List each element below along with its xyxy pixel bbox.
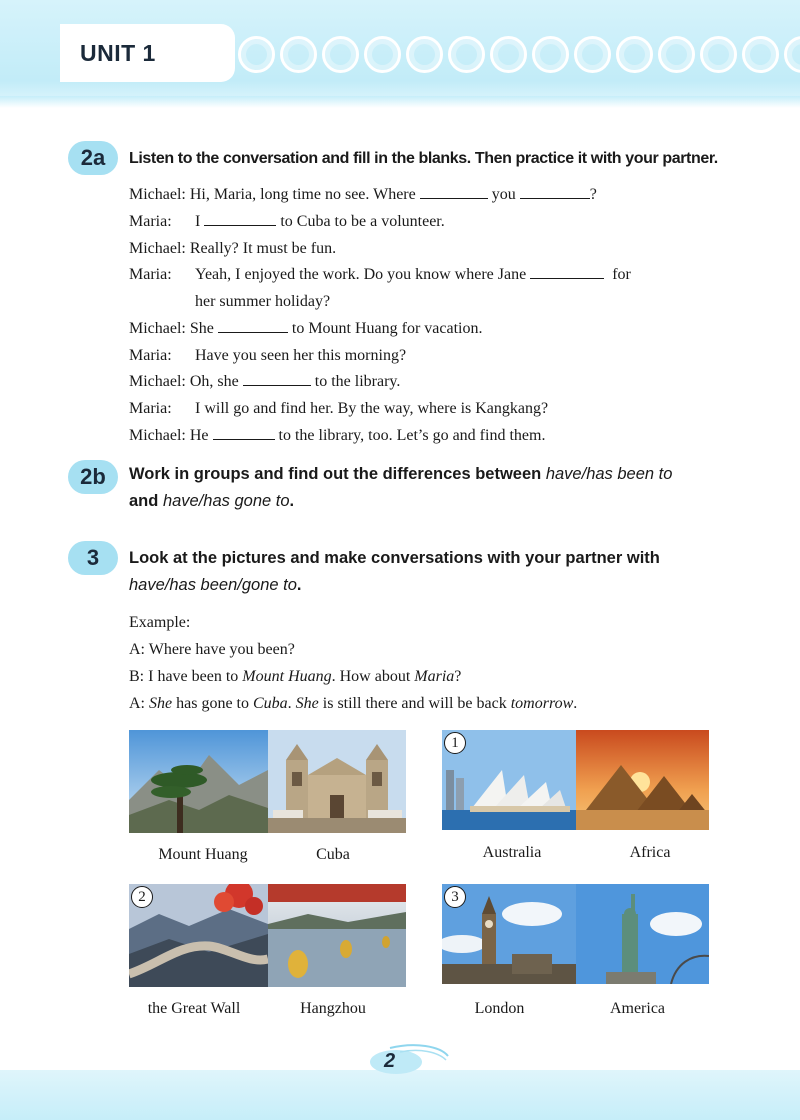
fill-blank[interactable] bbox=[204, 212, 276, 226]
fill-blank[interactable] bbox=[243, 372, 311, 386]
fill-blank[interactable] bbox=[213, 426, 275, 440]
caption-africa: Africa bbox=[629, 844, 671, 861]
dialogue-line: Maria: I to Cuba to be a volunteer. bbox=[129, 213, 445, 230]
caption-cuba: Cuba bbox=[316, 846, 350, 863]
photo-mount-huang bbox=[129, 730, 268, 833]
picture-number-1: 1 bbox=[444, 732, 466, 754]
unit-title: UNIT 1 bbox=[80, 40, 156, 66]
page-number-swirl-icon bbox=[360, 1042, 450, 1076]
dialogue-line: her summer holiday? bbox=[195, 293, 331, 310]
caption-australia: Australia bbox=[482, 844, 542, 861]
instruction-2a: Listen to the conversation and fill in the blanks. Then practice it with your partner. bbox=[129, 150, 718, 167]
instruction-2b: Work in groups and find out the differences between have/has been to and have/has gone to. bbox=[129, 465, 673, 510]
picture-number-2: 2 bbox=[131, 886, 153, 908]
fill-blank[interactable] bbox=[420, 185, 488, 199]
photo-africa bbox=[576, 730, 709, 830]
dialogue-line: Michael: He to the library, too. Let’s go and find them. bbox=[129, 427, 546, 444]
page-footer bbox=[0, 1070, 800, 1120]
example-line-a2: A: She has gone to Cuba. She is still there and will be back tomorrow. bbox=[129, 695, 578, 712]
photo-hangzhou bbox=[268, 884, 406, 987]
section-badge-2b: 2b bbox=[68, 460, 118, 494]
section-badge-3: 3 bbox=[68, 541, 118, 575]
example-label: Example: bbox=[129, 614, 191, 631]
dialogue-line: Michael: Really? It must be fun. bbox=[129, 240, 337, 257]
dialogue-line: Michael: Oh, she to the library. bbox=[129, 373, 401, 390]
fill-blank[interactable] bbox=[218, 319, 288, 333]
dialogue-line: Michael: Hi, Maria, long time no see. Where you ? bbox=[129, 186, 597, 203]
instruction-3: Look at the pictures and make conversations with your partner with have/has been/gone to. bbox=[129, 549, 660, 594]
fill-blank[interactable] bbox=[530, 265, 604, 279]
section-badge-2a: 2a bbox=[68, 141, 118, 175]
caption-great-wall: the Great Wall bbox=[147, 1000, 241, 1017]
example-line-a1: A: Where have you been? bbox=[129, 641, 295, 658]
page-number: 2 bbox=[384, 1050, 396, 1072]
header-ring-decoration bbox=[238, 36, 800, 72]
dialogue-line: Maria: Have you seen her this morning? bbox=[129, 347, 407, 364]
dialogue-line: Maria: Yeah, I enjoyed the work. Do you know where Jane for bbox=[129, 266, 631, 283]
picture-number-3: 3 bbox=[444, 886, 466, 908]
caption-mount-huang: Mount Huang bbox=[158, 846, 248, 863]
caption-america: America bbox=[609, 1000, 666, 1017]
photo-cuba bbox=[268, 730, 406, 833]
caption-hangzhou: Hangzhou bbox=[300, 1000, 366, 1017]
dialogue-line: Maria: I will go and find her. By the way, where is Kangkang? bbox=[129, 400, 549, 417]
caption-london: London bbox=[474, 1000, 525, 1017]
page-header bbox=[0, 0, 800, 108]
dialogue-line: Michael: She to Mount Huang for vacation. bbox=[129, 320, 483, 337]
fill-blank[interactable] bbox=[520, 185, 590, 199]
photo-america bbox=[576, 884, 709, 984]
example-line-b: B: I have been to Mount Huang. How about Maria? bbox=[129, 668, 462, 685]
